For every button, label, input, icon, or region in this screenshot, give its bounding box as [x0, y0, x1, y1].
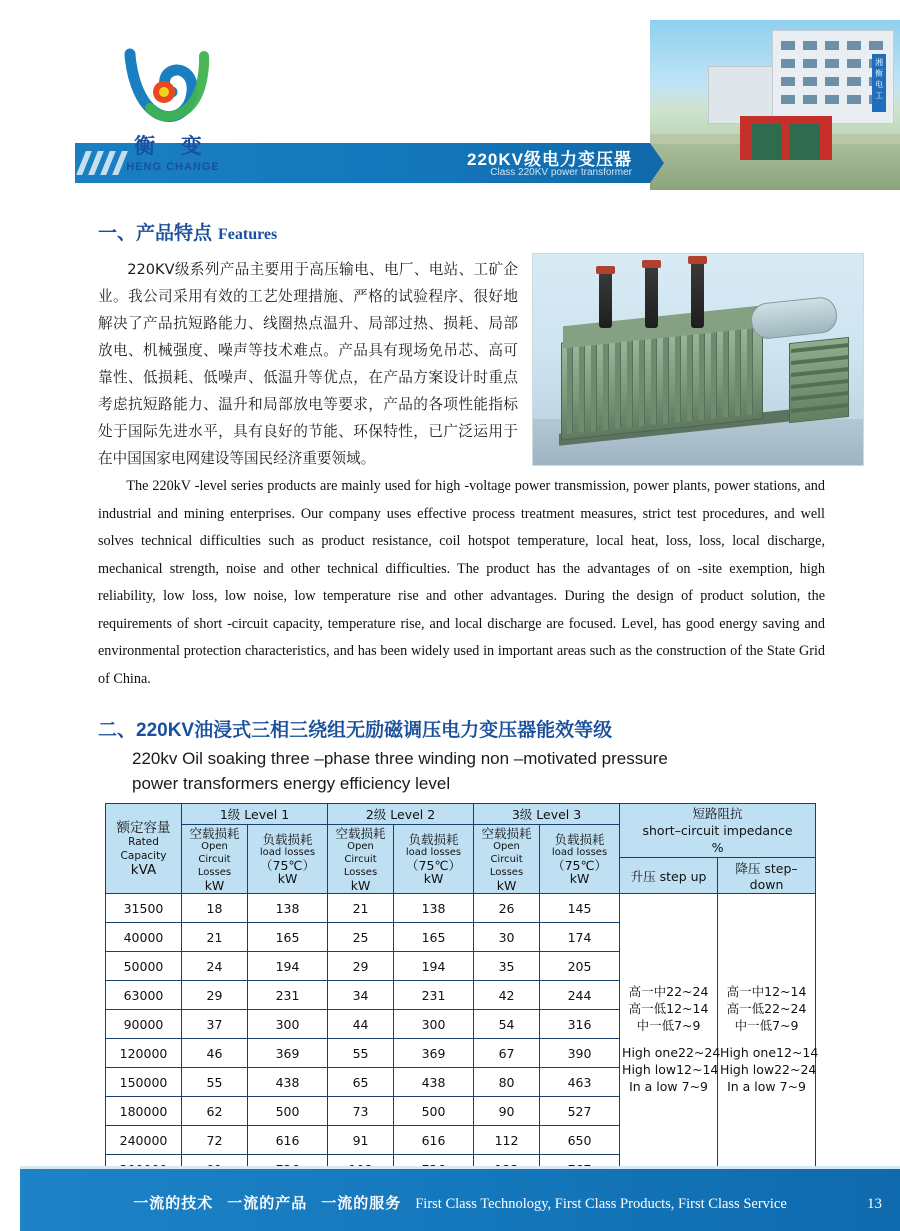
cell-l1-ll: 300: [248, 1010, 328, 1039]
label-load-losses-unit: kW: [277, 871, 298, 886]
label-load-losses-en: load losses: [259, 847, 316, 858]
cell-l2-ll: 616: [394, 1126, 474, 1155]
product-photo: [532, 253, 864, 466]
header-l3-load-losses: 负载损耗 load losses （75℃） kW: [540, 825, 620, 894]
cell-l1-oc: 72: [182, 1126, 248, 1155]
cell-l2-ll: 438: [394, 1068, 474, 1097]
cell-l2-oc: 65: [328, 1068, 394, 1097]
cell-l1-ll: 194: [248, 952, 328, 981]
table-header-row-1: [106, 804, 816, 825]
cell-capacity: 31500: [106, 894, 182, 923]
section2-subtitle-line1: 220kv Oil soaking three –phase three winding non –motivated pressure: [132, 749, 668, 768]
section2-subtitle-en: [132, 746, 832, 796]
footer-slogan-cn-1: 一流的技术: [133, 1195, 214, 1212]
cell-capacity: 150000: [106, 1068, 182, 1097]
section1-heading: [98, 218, 277, 245]
cell-l2-ll: 500: [394, 1097, 474, 1126]
cell-l2-oc: 91: [328, 1126, 394, 1155]
cell-l2-oc: 44: [328, 1010, 394, 1039]
cell-l3-ll: 463: [540, 1068, 620, 1097]
cell-l3-oc: 54: [474, 1010, 540, 1039]
cell-l3-oc: 42: [474, 981, 540, 1010]
cell-l3-oc: 112: [474, 1126, 540, 1155]
header-title-en: Class 220KV power transformer: [490, 167, 632, 178]
cell-l2-oc: 34: [328, 981, 394, 1010]
footer-slogan: [20, 1192, 900, 1213]
header-capacity-unit: kVA: [130, 861, 157, 878]
cell-l1-ll: 231: [248, 981, 328, 1010]
header-impedance-unit: %: [711, 840, 724, 855]
page-footer: [20, 1159, 900, 1231]
cell-l2-ll: 231: [394, 981, 474, 1010]
cell-l3-ll: 390: [540, 1039, 620, 1068]
cell-l1-oc: 18: [182, 894, 248, 923]
photo-gate: [740, 116, 832, 160]
cell-l1-oc: 62: [182, 1097, 248, 1126]
section1-heading-en: Features: [218, 226, 278, 243]
page-number: 13: [867, 1196, 882, 1212]
section1-paragraph-cn: 220KV级系列产品主要用于高压输电、电厂、电站、工矿企业。我公司采用有效的工艺处理措施、严格的试验程序、很好地解决了产品抗短路能力、线圈热点温升、局部过热、损耗、局部放电、机械强度、噪声等技术难点。产品具有现场免吊芯、高可靠性、低损耗、低噪声、低温升等优点，在产品方案设计时重点考虑抗短路能力、温升和局部放电等要求，产品的各项性能指标处于国际先进水平，具有良好的节能、环保特性，已广泛运用于在中国国家电网建设等国民经济重要领域。: [98, 261, 518, 467]
cell-l2-oc: 29: [328, 952, 394, 981]
header-l1-load-losses: [248, 825, 328, 894]
header-level-2: 2级 Level 2: [328, 804, 474, 825]
cell-l3-oc: 67: [474, 1039, 540, 1068]
header-capacity-en: Rated Capacity: [120, 835, 167, 862]
cell-l2-oc: 21: [328, 894, 394, 923]
efficiency-table: [105, 803, 819, 1184]
section2-subtitle-line2: power transformers energy efficiency level: [132, 774, 451, 793]
cell-l1-ll: 500: [248, 1097, 328, 1126]
header-title-cn: 220KV级电力变压器: [467, 150, 632, 169]
footer-slogan-en: First Class Technology, First Class Products, First Class Service: [415, 1196, 787, 1212]
cell-l3-ll: 244: [540, 981, 620, 1010]
header-l3-open-circuit: 空载损耗 Open Circuit Losses kW: [474, 825, 540, 894]
cell-l2-ll: 194: [394, 952, 474, 981]
cell-l3-ll: 145: [540, 894, 620, 923]
cell-l3-oc: 26: [474, 894, 540, 923]
section2-heading-cn: 二、220KV油浸式三相三绕组无励磁调压电力变压器能效等级: [98, 720, 613, 741]
cell-step-up-values: 高一中22~24 高一低12~14 中一低7~9 High one22~24 High low12~14 In a low 7~9: [620, 894, 718, 1184]
logo-brand-cn: 衡 变: [134, 135, 212, 158]
header-impedance: [620, 804, 816, 858]
cell-l3-ll: 316: [540, 1010, 620, 1039]
cell-capacity: 90000: [106, 1010, 182, 1039]
cell-l2-oc: 25: [328, 923, 394, 952]
cell-l2-ll: 300: [394, 1010, 474, 1039]
header-l2-open-circuit: 空载损耗 Open Circuit Losses kW: [328, 825, 394, 894]
cell-capacity: 63000: [106, 981, 182, 1010]
cell-step-down-values: 高一中12~14 高一低22~24 中一低7~9 High one12~14 High low22~24 In a low 7~9: [718, 894, 816, 1184]
header-step-down: 降压 step–down: [718, 858, 816, 894]
cell-l1-oc: 46: [182, 1039, 248, 1068]
cell-l1-ll: 616: [248, 1126, 328, 1155]
cell-l1-ll: 138: [248, 894, 328, 923]
page-content: [20, 20, 900, 1231]
header-impedance-en: short–circuit impedance: [642, 823, 793, 838]
label-load-losses-temp: （75℃）: [260, 858, 315, 873]
label-open-circuit-en: Open Circuit Losses: [197, 840, 232, 878]
label-open-circuit-unit: kW: [204, 877, 225, 893]
footer-slogan-cn-2: 一流的产品: [227, 1195, 308, 1212]
cell-capacity: 40000: [106, 923, 182, 952]
cell-l1-ll: 165: [248, 923, 328, 952]
cell-l2-ll: 369: [394, 1039, 474, 1068]
header-step-up: 升压 step up: [620, 858, 718, 894]
cell-l3-ll: 205: [540, 952, 620, 981]
cell-l3-oc: 30: [474, 923, 540, 952]
header-impedance-cn: 短路阻抗: [692, 806, 743, 821]
table-row: [106, 894, 816, 923]
header-level-3: 3级 Level 3: [474, 804, 620, 825]
cell-l1-oc: 37: [182, 1010, 248, 1039]
cell-l2-ll: 165: [394, 923, 474, 952]
header-l2-load-losses: 负载损耗 load losses （75℃） kW: [394, 825, 474, 894]
cell-l1-oc: 24: [182, 952, 248, 981]
header-level-1: 1级 Level 1: [182, 804, 328, 825]
label-load-losses-cn: 负载损耗: [262, 832, 313, 847]
cell-l3-ll: 527: [540, 1097, 620, 1126]
cell-capacity: 180000: [106, 1097, 182, 1126]
cell-l3-ll: 174: [540, 923, 620, 952]
cell-l3-oc: 35: [474, 952, 540, 981]
cell-l3-oc: 80: [474, 1068, 540, 1097]
cell-l1-oc: 21: [182, 923, 248, 952]
header-l1-open-circuit: [182, 825, 248, 894]
company-logo: [98, 48, 248, 183]
cell-l1-ll: 369: [248, 1039, 328, 1068]
efficiency-table-wrap: [105, 803, 819, 1184]
factory-photo: [650, 20, 900, 190]
header-capacity: [106, 804, 182, 894]
cell-capacity: 50000: [106, 952, 182, 981]
logo-brand-en: HENG CHANGE: [126, 161, 220, 173]
cell-l1-oc: 55: [182, 1068, 248, 1097]
logo-mark-icon: [118, 48, 228, 128]
cell-l2-ll: 138: [394, 894, 474, 923]
photo-sign-text: 湘衡电工: [872, 54, 886, 112]
cell-capacity: 240000: [106, 1126, 182, 1155]
footer-slogan-cn-3: 一流的服务: [321, 1195, 402, 1212]
section1-paragraph-en: The 220kV -level series products are mainly used for high -voltage power transmission, power plants, power stations, and industrial and mining enterprises. Our company uses effective process treatment measures, strict test procedures, and well solves technical difficulties such as product resistance, coil hotspot temperature, local heat, loss, loss, local discharge, mechanical strength, noise and other technical difficulties. The product has the advantages of on -site exemption, high reliability, low loss, low noise, low temperature rise and other advantages. During the design of product solution, the requirements of short -circuit capacity, temperature rise, and local discharge are focused. Level, has good energy saving and environmental protection characteristics, and has been widely used in important areas such as the construction of the State Grid of China.: [98, 478, 825, 687]
cell-capacity: 120000: [106, 1039, 182, 1068]
cell-l3-oc: 90: [474, 1097, 540, 1126]
cell-l1-ll: 438: [248, 1068, 328, 1097]
label-open-circuit-cn: 空载损耗: [189, 825, 240, 841]
page-header: [20, 20, 900, 190]
cell-l1-oc: 29: [182, 981, 248, 1010]
header-capacity-cn: 额定容量: [116, 819, 171, 836]
cell-l2-oc: 73: [328, 1097, 394, 1126]
section1-heading-cn: 一、产品特点: [98, 223, 213, 244]
cell-l2-oc: 55: [328, 1039, 394, 1068]
cell-l3-ll: 650: [540, 1126, 620, 1155]
